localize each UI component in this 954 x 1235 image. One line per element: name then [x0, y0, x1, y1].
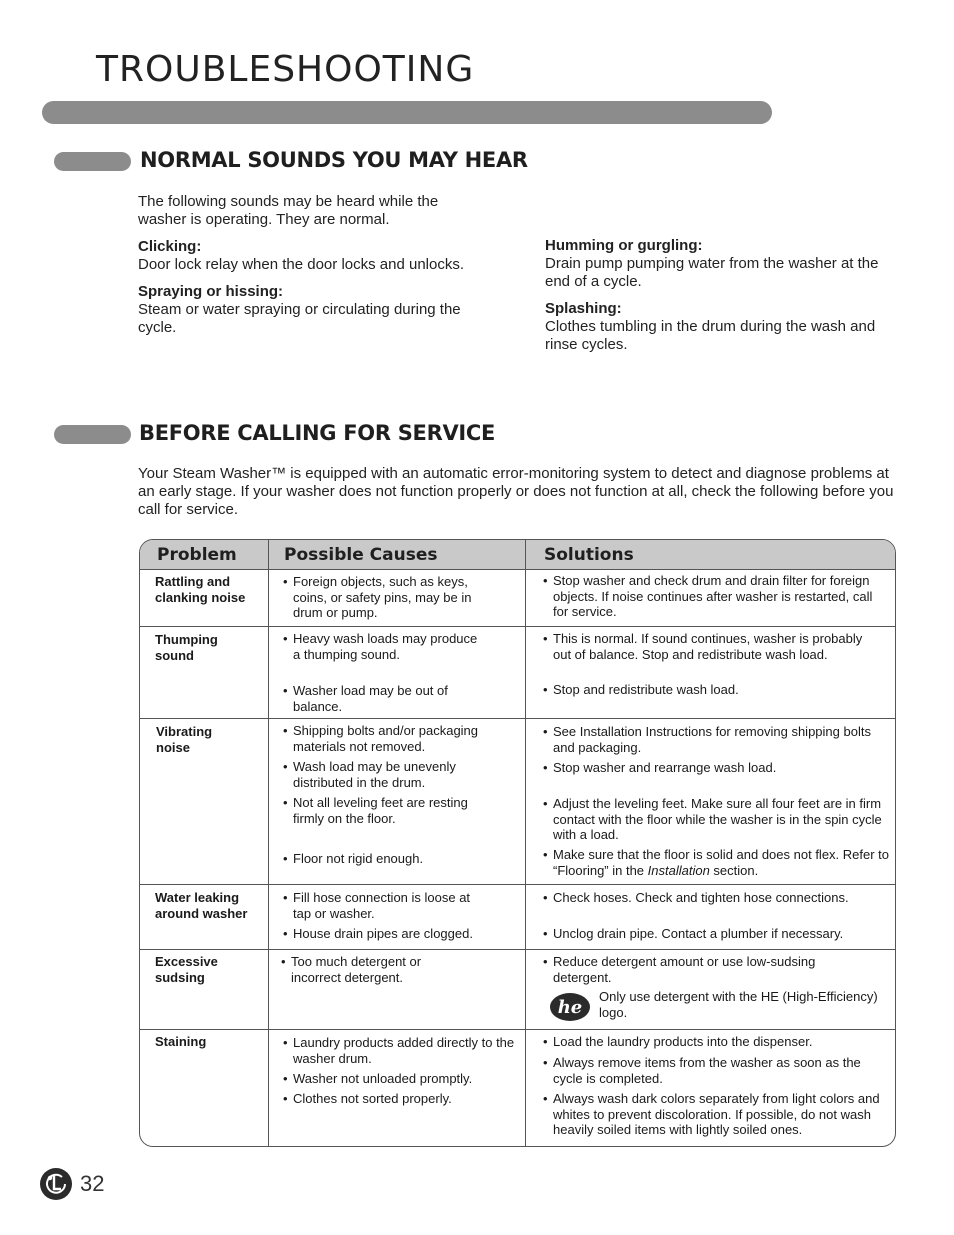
he-note: Only use detergent with the HE (High-Efficiency) logo.	[599, 989, 878, 1020]
problem-cell: Excessive sudsing	[155, 954, 218, 985]
solution-item: • Stop washer and rearrange wash load.	[543, 760, 891, 776]
service-intro: Your Steam Washer™ is equipped with an automatic error-monitoring system to detect and diagnose problems at an early stage. If your washer does not function properly or does not function at all, check the following before you call for service.	[138, 465, 894, 518]
cause-item: • Washer not unloaded promptly.	[283, 1071, 523, 1087]
solution-item: • Always wash dark colors separately from light colors and whites to prevent discoloration. If possible, do not wash heavily soiled items with lightly soiled ones.	[543, 1091, 891, 1138]
sound-name: Clicking:	[138, 238, 202, 255]
sound-description: Clothes tumbling in the drum during the wash and rinse cycles.	[545, 318, 876, 353]
column-divider	[525, 540, 526, 1146]
cause-item: • Fill hose connection is loose at tap or washer.	[283, 890, 483, 921]
cause-item: • Foreign objects, such as keys, coins, or safety pins, may be in drum or pump.	[283, 574, 473, 621]
table-header	[140, 540, 895, 570]
solution-item: • Stop and redistribute wash load.	[543, 682, 891, 698]
problem-cell: Water leaking around washer	[155, 890, 248, 921]
solution-item: • This is normal. If sound continues, washer is probably out of balance. Stop and redistribute wash load.	[543, 631, 863, 662]
solution-item: • Always remove items from the washer as soon as the cycle is completed.	[543, 1055, 891, 1086]
cause-item: • Floor not rigid enough.	[283, 851, 523, 867]
sound-description: Door lock relay when the door locks and unlocks.	[138, 256, 465, 273]
sound-name: Splashing:	[545, 300, 622, 317]
solution-text: Make sure that the floor is solid and does not flex. Refer to “Flooring” in the	[553, 847, 890, 878]
lg-logo-icon	[39, 1167, 73, 1201]
cause-item: • Shipping bolts and/or packaging materials not removed.	[283, 723, 523, 754]
row-divider	[140, 626, 895, 627]
sound-description: Drain pump pumping water from the washer at the end of a cycle.	[545, 255, 879, 290]
solution-item: • Adjust the leveling feet. Make sure all four feet are in firm contact with the floor while the washer is in the spin cycle with a load.	[543, 796, 891, 843]
he-logo-text: he	[557, 997, 583, 1018]
normal-sounds-intro: The following sounds may be heard while the washer is operating. They are normal.	[138, 193, 439, 228]
section-marker-pill	[54, 152, 131, 171]
solution-item: • Load the laundry products into the dispenser.	[543, 1034, 891, 1050]
solution-item	[543, 847, 891, 878]
cause-item: • House drain pipes are clogged.	[283, 926, 523, 942]
cause-item: • Not all leveling feet are resting firmly on the floor.	[283, 795, 498, 826]
header-possible-causes: Possible Causes	[284, 545, 438, 565]
cause-item: • Laundry products added directly to the washer drum.	[283, 1035, 518, 1066]
problem-cell: Vibrating noise	[156, 724, 213, 755]
solution-item: • Stop washer and check drum and drain filter for foreign objects. If noise continues after washer is restarted, call for service.	[543, 573, 891, 620]
row-divider	[140, 949, 895, 950]
column-divider	[268, 540, 269, 1146]
cause-item: • Washer load may be out of balance.	[283, 683, 463, 714]
solution-item: • Check hoses. Check and tighten hose connections.	[543, 890, 891, 906]
solution-text: section.	[709, 862, 759, 878]
row-divider	[140, 718, 895, 719]
cause-item: • Too much detergent or incorrect detergent.	[281, 954, 451, 985]
sound-item-clicking	[138, 238, 508, 274]
problem-cell: Thumping sound	[155, 632, 218, 663]
sound-description: Steam or water spraying or circulating during the cycle.	[138, 301, 461, 336]
section-marker-pill	[54, 425, 131, 444]
title-divider-bar	[42, 101, 772, 124]
header-problem: Problem	[157, 545, 237, 565]
solution-item: • Reduce detergent amount or use low-sudsing detergent.	[543, 954, 863, 985]
page-number: 32	[80, 1171, 105, 1196]
service-heading: BEFORE CALLING FOR SERVICE	[139, 421, 496, 445]
page-title: TROUBLESHOOTING	[96, 49, 475, 90]
solution-item: • Unclog drain pipe. Contact a plumber if necessary.	[543, 926, 891, 942]
sound-name: Spraying or hissing:	[138, 283, 284, 300]
troubleshooting-table	[139, 539, 896, 1147]
sound-item-humming	[545, 237, 885, 291]
normal-sounds-heading: NORMAL SOUNDS YOU MAY HEAR	[140, 148, 528, 172]
problem-cell: Staining	[155, 1034, 207, 1049]
problem-cell: Rattling and clanking noise	[155, 574, 246, 605]
row-divider	[140, 884, 895, 885]
solution-item: • See Installation Instructions for removing shipping bolts and packaging.	[543, 724, 891, 755]
row-divider	[140, 1029, 895, 1030]
solution-emphasis: Installation	[647, 862, 710, 878]
sound-name: Humming or gurgling:	[545, 237, 703, 254]
header-solutions: Solutions	[544, 545, 634, 565]
he-logo-icon	[549, 992, 591, 1022]
cause-item: • Heavy wash loads may produce a thumping sound.	[283, 631, 483, 662]
cause-item: • Wash load may be unevenly distributed in the drum.	[283, 759, 483, 790]
cause-item: • Clothes not sorted properly.	[283, 1091, 523, 1107]
sound-item-splashing	[545, 300, 885, 354]
sound-item-spraying	[138, 283, 468, 337]
